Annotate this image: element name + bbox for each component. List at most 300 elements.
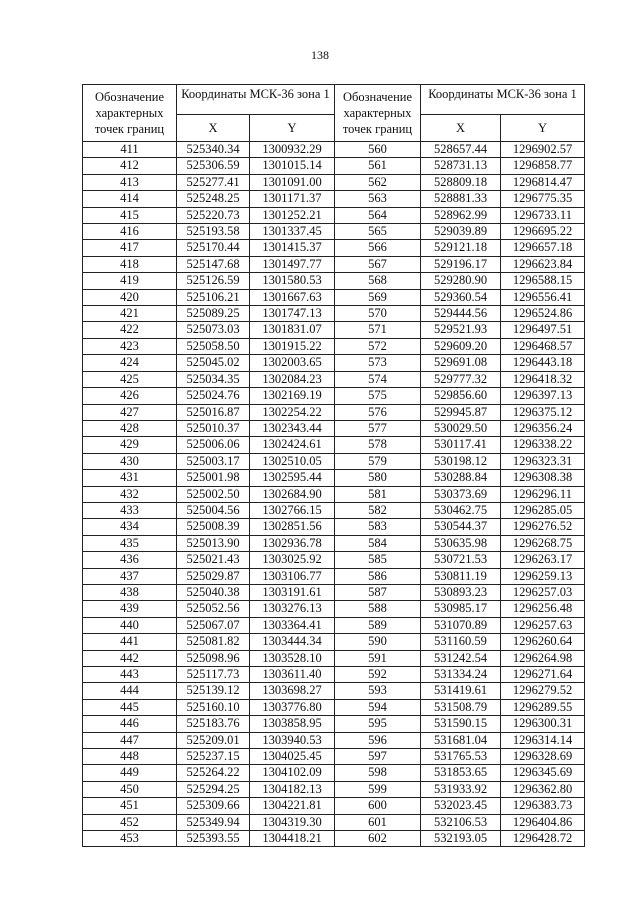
- y-coordinate-right: 1296588.15: [501, 273, 585, 289]
- y-coordinate-left: 1302936.78: [250, 535, 335, 551]
- header-designation-left: Обозначение характерных точек границ: [83, 85, 177, 142]
- y-coordinate-left: 1302424.61: [250, 437, 335, 453]
- x-coordinate-right: 530462.75: [421, 502, 501, 518]
- header-x-left: X: [177, 114, 250, 142]
- point-number-right: 594: [335, 699, 421, 715]
- point-number-left: 429: [83, 437, 177, 453]
- table-row: [83, 191, 585, 207]
- point-number-right: 560: [335, 142, 421, 158]
- point-number-right: 582: [335, 502, 421, 518]
- table-row: [83, 502, 585, 518]
- point-number-right: 600: [335, 798, 421, 814]
- point-number-right: 598: [335, 765, 421, 781]
- y-coordinate-right: 1296323.31: [501, 453, 585, 469]
- point-number-left: 452: [83, 814, 177, 830]
- x-coordinate-left: 525024.76: [177, 388, 250, 404]
- point-number-right: 562: [335, 174, 421, 190]
- y-coordinate-left: 1301337.45: [250, 224, 335, 240]
- table-row: [83, 617, 585, 633]
- x-coordinate-right: 530117.41: [421, 437, 501, 453]
- x-coordinate-right: 531508.79: [421, 699, 501, 715]
- table-row: [83, 634, 585, 650]
- x-coordinate-left: 525081.82: [177, 634, 250, 650]
- point-number-left: 440: [83, 617, 177, 633]
- table-row: [83, 207, 585, 223]
- point-number-left: 453: [83, 831, 177, 847]
- x-coordinate-right: 529777.32: [421, 371, 501, 387]
- x-coordinate-right: 529945.87: [421, 404, 501, 420]
- y-coordinate-left: 1303940.53: [250, 732, 335, 748]
- x-coordinate-right: 531160.59: [421, 634, 501, 650]
- table-row: [83, 306, 585, 322]
- y-coordinate-right: 1296497.51: [501, 322, 585, 338]
- y-coordinate-right: 1296300.31: [501, 716, 585, 732]
- header-y-left: Y: [250, 114, 335, 142]
- table-row: [83, 273, 585, 289]
- x-coordinate-left: 525126.59: [177, 273, 250, 289]
- point-number-left: 422: [83, 322, 177, 338]
- x-coordinate-right: 531070.89: [421, 617, 501, 633]
- point-number-left: 427: [83, 404, 177, 420]
- y-coordinate-right: 1296271.64: [501, 667, 585, 683]
- y-coordinate-left: 1302169.19: [250, 388, 335, 404]
- y-coordinate-right: 1296289.55: [501, 699, 585, 715]
- x-coordinate-left: 525209.01: [177, 732, 250, 748]
- table-row: [83, 224, 585, 240]
- table-row: [83, 732, 585, 748]
- x-coordinate-right: 529444.56: [421, 306, 501, 322]
- x-coordinate-right: 528657.44: [421, 142, 501, 158]
- y-coordinate-right: 1296443.18: [501, 355, 585, 371]
- x-coordinate-left: 525106.21: [177, 289, 250, 305]
- point-number-left: 421: [83, 306, 177, 322]
- x-coordinate-left: 525340.34: [177, 142, 250, 158]
- x-coordinate-right: 531242.54: [421, 650, 501, 666]
- x-coordinate-right: 531853.65: [421, 765, 501, 781]
- table-row: [83, 683, 585, 699]
- x-coordinate-right: 530985.17: [421, 601, 501, 617]
- y-coordinate-right: 1296264.98: [501, 650, 585, 666]
- x-coordinate-left: 525040.38: [177, 584, 250, 600]
- table-row: [83, 781, 585, 797]
- point-number-right: 579: [335, 453, 421, 469]
- x-coordinate-left: 525010.37: [177, 420, 250, 436]
- y-coordinate-left: 1302851.56: [250, 519, 335, 535]
- table-row: [83, 256, 585, 272]
- point-number-right: 583: [335, 519, 421, 535]
- point-number-left: 434: [83, 519, 177, 535]
- x-coordinate-left: 525016.87: [177, 404, 250, 420]
- table-row: [83, 158, 585, 174]
- y-coordinate-right: 1296902.57: [501, 142, 585, 158]
- x-coordinate-left: 525089.25: [177, 306, 250, 322]
- y-coordinate-left: 1302343.44: [250, 420, 335, 436]
- table-row: [83, 584, 585, 600]
- y-coordinate-right: 1296428.72: [501, 831, 585, 847]
- point-number-right: 573: [335, 355, 421, 371]
- y-coordinate-right: 1296556.41: [501, 289, 585, 305]
- point-number-right: 570: [335, 306, 421, 322]
- x-coordinate-right: 528809.18: [421, 174, 501, 190]
- x-coordinate-right: 528881.33: [421, 191, 501, 207]
- y-coordinate-right: 1296328.69: [501, 749, 585, 765]
- point-number-left: 447: [83, 732, 177, 748]
- x-coordinate-left: 525058.50: [177, 338, 250, 354]
- point-number-left: 436: [83, 552, 177, 568]
- point-number-right: 569: [335, 289, 421, 305]
- x-coordinate-right: 531681.04: [421, 732, 501, 748]
- x-coordinate-left: 525021.43: [177, 552, 250, 568]
- table-row: [83, 322, 585, 338]
- table-row: [83, 716, 585, 732]
- point-number-right: 572: [335, 338, 421, 354]
- y-coordinate-right: 1296356.24: [501, 420, 585, 436]
- point-number-left: 426: [83, 388, 177, 404]
- point-number-left: 433: [83, 502, 177, 518]
- x-coordinate-left: 525117.73: [177, 667, 250, 683]
- x-coordinate-left: 525006.06: [177, 437, 250, 453]
- point-number-left: 424: [83, 355, 177, 371]
- y-coordinate-left: 1303191.61: [250, 584, 335, 600]
- header-coord-system-right: Координаты МСК-36 зона 1: [421, 85, 585, 115]
- point-number-left: 439: [83, 601, 177, 617]
- y-coordinate-left: 1302254.22: [250, 404, 335, 420]
- x-coordinate-left: 525306.59: [177, 158, 250, 174]
- point-number-left: 416: [83, 224, 177, 240]
- table-row: [83, 453, 585, 469]
- x-coordinate-right: 532193.05: [421, 831, 501, 847]
- y-coordinate-right: 1296257.63: [501, 617, 585, 633]
- point-number-left: 420: [83, 289, 177, 305]
- point-number-left: 414: [83, 191, 177, 207]
- point-number-left: 444: [83, 683, 177, 699]
- y-coordinate-left: 1303698.27: [250, 683, 335, 699]
- point-number-left: 412: [83, 158, 177, 174]
- y-coordinate-left: 1303276.13: [250, 601, 335, 617]
- point-number-right: 567: [335, 256, 421, 272]
- point-number-right: 593: [335, 683, 421, 699]
- y-coordinate-left: 1304102.09: [250, 765, 335, 781]
- x-coordinate-right: 530029.50: [421, 420, 501, 436]
- y-coordinate-left: 1303776.80: [250, 699, 335, 715]
- y-coordinate-right: 1296257.03: [501, 584, 585, 600]
- y-coordinate-left: 1302595.44: [250, 470, 335, 486]
- y-coordinate-right: 1296296.11: [501, 486, 585, 502]
- point-number-right: 561: [335, 158, 421, 174]
- y-coordinate-left: 1303364.41: [250, 617, 335, 633]
- point-number-right: 574: [335, 371, 421, 387]
- y-coordinate-right: 1296775.35: [501, 191, 585, 207]
- point-number-left: 451: [83, 798, 177, 814]
- x-coordinate-left: 525052.56: [177, 601, 250, 617]
- point-number-right: 580: [335, 470, 421, 486]
- point-number-right: 578: [335, 437, 421, 453]
- x-coordinate-right: 530198.12: [421, 453, 501, 469]
- table-row: [83, 699, 585, 715]
- y-coordinate-left: 1303025.92: [250, 552, 335, 568]
- y-coordinate-left: 1301015.14: [250, 158, 335, 174]
- y-coordinate-left: 1301497.77: [250, 256, 335, 272]
- x-coordinate-right: 529521.93: [421, 322, 501, 338]
- x-coordinate-right: 530721.53: [421, 552, 501, 568]
- y-coordinate-right: 1296657.18: [501, 240, 585, 256]
- x-coordinate-left: 525193.58: [177, 224, 250, 240]
- point-number-left: 417: [83, 240, 177, 256]
- y-coordinate-left: 1304025.45: [250, 749, 335, 765]
- x-coordinate-left: 525294.25: [177, 781, 250, 797]
- x-coordinate-left: 525067.07: [177, 617, 250, 633]
- x-coordinate-right: 529691.08: [421, 355, 501, 371]
- table-row: [83, 601, 585, 617]
- point-number-right: 576: [335, 404, 421, 420]
- y-coordinate-left: 1301747.13: [250, 306, 335, 322]
- y-coordinate-left: 1303611.40: [250, 667, 335, 683]
- x-coordinate-left: 525002.50: [177, 486, 250, 502]
- header-designation-right: Обозначение характерных точек границ: [335, 85, 421, 142]
- y-coordinate-left: 1301171.37: [250, 191, 335, 207]
- x-coordinate-right: 530811.19: [421, 568, 501, 584]
- table-row: [83, 420, 585, 436]
- x-coordinate-left: 525029.87: [177, 568, 250, 584]
- y-coordinate-right: 1296285.05: [501, 502, 585, 518]
- y-coordinate-right: 1296362.80: [501, 781, 585, 797]
- point-number-left: 445: [83, 699, 177, 715]
- point-number-left: 438: [83, 584, 177, 600]
- x-coordinate-left: 525393.55: [177, 831, 250, 847]
- y-coordinate-left: 1301831.07: [250, 322, 335, 338]
- x-coordinate-right: 531765.53: [421, 749, 501, 765]
- x-coordinate-right: 529280.90: [421, 273, 501, 289]
- x-coordinate-right: 529609.20: [421, 338, 501, 354]
- y-coordinate-right: 1296733.11: [501, 207, 585, 223]
- point-number-left: 430: [83, 453, 177, 469]
- x-coordinate-left: 525001.98: [177, 470, 250, 486]
- table-row: [83, 486, 585, 502]
- point-number-left: 437: [83, 568, 177, 584]
- point-number-left: 448: [83, 749, 177, 765]
- x-coordinate-right: 531590.15: [421, 716, 501, 732]
- point-number-right: 591: [335, 650, 421, 666]
- y-coordinate-right: 1296383.73: [501, 798, 585, 814]
- point-number-right: 595: [335, 716, 421, 732]
- point-number-right: 584: [335, 535, 421, 551]
- y-coordinate-left: 1303444.34: [250, 634, 335, 650]
- x-coordinate-left: 525004.56: [177, 502, 250, 518]
- y-coordinate-right: 1296256.48: [501, 601, 585, 617]
- header-coord-system-left: Координаты МСК-36 зона 1: [177, 85, 335, 115]
- coordinates-table: [82, 84, 585, 847]
- point-number-left: 442: [83, 650, 177, 666]
- table-row: [83, 552, 585, 568]
- y-coordinate-right: 1296276.52: [501, 519, 585, 535]
- y-coordinate-right: 1296263.17: [501, 552, 585, 568]
- y-coordinate-left: 1301252.21: [250, 207, 335, 223]
- x-coordinate-left: 525098.96: [177, 650, 250, 666]
- x-coordinate-left: 525309.66: [177, 798, 250, 814]
- point-number-right: 588: [335, 601, 421, 617]
- y-coordinate-right: 1296279.52: [501, 683, 585, 699]
- table-row: [83, 437, 585, 453]
- table-row: [83, 519, 585, 535]
- y-coordinate-left: 1301667.63: [250, 289, 335, 305]
- x-coordinate-right: 530893.23: [421, 584, 501, 600]
- point-number-left: 425: [83, 371, 177, 387]
- y-coordinate-left: 1303106.77: [250, 568, 335, 584]
- x-coordinate-right: 530544.37: [421, 519, 501, 535]
- table-row: [83, 338, 585, 354]
- y-coordinate-right: 1296404.86: [501, 814, 585, 830]
- table-row: [83, 371, 585, 387]
- x-coordinate-left: 525160.10: [177, 699, 250, 715]
- x-coordinate-left: 525013.90: [177, 535, 250, 551]
- point-number-left: 423: [83, 338, 177, 354]
- table-row: [83, 650, 585, 666]
- point-number-right: 602: [335, 831, 421, 847]
- point-number-left: 441: [83, 634, 177, 650]
- point-number-left: 446: [83, 716, 177, 732]
- point-number-left: 413: [83, 174, 177, 190]
- y-coordinate-right: 1296695.22: [501, 224, 585, 240]
- x-coordinate-left: 525147.68: [177, 256, 250, 272]
- x-coordinate-left: 525349.94: [177, 814, 250, 830]
- y-coordinate-right: 1296345.69: [501, 765, 585, 781]
- y-coordinate-right: 1296314.14: [501, 732, 585, 748]
- y-coordinate-left: 1300932.29: [250, 142, 335, 158]
- point-number-right: 585: [335, 552, 421, 568]
- point-number-left: 428: [83, 420, 177, 436]
- y-coordinate-left: 1302766.15: [250, 502, 335, 518]
- point-number-right: 577: [335, 420, 421, 436]
- y-coordinate-left: 1302510.05: [250, 453, 335, 469]
- point-number-left: 418: [83, 256, 177, 272]
- table-row: [83, 535, 585, 551]
- table-body: [83, 142, 585, 847]
- y-coordinate-right: 1296858.77: [501, 158, 585, 174]
- x-coordinate-left: 525003.17: [177, 453, 250, 469]
- x-coordinate-right: 528962.99: [421, 207, 501, 223]
- point-number-right: 589: [335, 617, 421, 633]
- point-number-right: 601: [335, 814, 421, 830]
- point-number-right: 563: [335, 191, 421, 207]
- point-number-right: 586: [335, 568, 421, 584]
- y-coordinate-left: 1304319.30: [250, 814, 335, 830]
- table-row: [83, 667, 585, 683]
- x-coordinate-left: 525183.76: [177, 716, 250, 732]
- y-coordinate-left: 1301415.37: [250, 240, 335, 256]
- point-number-right: 581: [335, 486, 421, 502]
- table-row: [83, 765, 585, 781]
- table-row: [83, 749, 585, 765]
- header-y-right: Y: [501, 114, 585, 142]
- table-row: [83, 470, 585, 486]
- x-coordinate-right: 531933.92: [421, 781, 501, 797]
- y-coordinate-left: 1303858.95: [250, 716, 335, 732]
- x-coordinate-left: 525139.12: [177, 683, 250, 699]
- table-row: [83, 142, 585, 158]
- y-coordinate-right: 1296308.38: [501, 470, 585, 486]
- point-number-left: 411: [83, 142, 177, 158]
- point-number-right: 596: [335, 732, 421, 748]
- y-coordinate-left: 1302684.90: [250, 486, 335, 502]
- y-coordinate-left: 1302084.23: [250, 371, 335, 387]
- y-coordinate-left: 1303528.10: [250, 650, 335, 666]
- x-coordinate-right: 529039.89: [421, 224, 501, 240]
- table-row: [83, 174, 585, 190]
- x-coordinate-left: 525045.02: [177, 355, 250, 371]
- point-number-right: 566: [335, 240, 421, 256]
- x-coordinate-left: 525220.73: [177, 207, 250, 223]
- point-number-left: 435: [83, 535, 177, 551]
- table-row: [83, 240, 585, 256]
- y-coordinate-right: 1296418.32: [501, 371, 585, 387]
- y-coordinate-left: 1304418.21: [250, 831, 335, 847]
- table-row: [83, 355, 585, 371]
- x-coordinate-right: 532106.53: [421, 814, 501, 830]
- point-number-right: 575: [335, 388, 421, 404]
- y-coordinate-right: 1296259.13: [501, 568, 585, 584]
- point-number-left: 432: [83, 486, 177, 502]
- point-number-right: 587: [335, 584, 421, 600]
- x-coordinate-right: 530373.69: [421, 486, 501, 502]
- y-coordinate-left: 1301580.53: [250, 273, 335, 289]
- x-coordinate-right: 532023.45: [421, 798, 501, 814]
- table-row: [83, 388, 585, 404]
- point-number-right: 568: [335, 273, 421, 289]
- x-coordinate-left: 525034.35: [177, 371, 250, 387]
- x-coordinate-left: 525237.15: [177, 749, 250, 765]
- table-row: [83, 814, 585, 830]
- page-number: 138: [311, 48, 329, 62]
- y-coordinate-right: 1296524.86: [501, 306, 585, 322]
- x-coordinate-left: 525264.22: [177, 765, 250, 781]
- y-coordinate-right: 1296338.22: [501, 437, 585, 453]
- x-coordinate-right: 531419.61: [421, 683, 501, 699]
- point-number-left: 443: [83, 667, 177, 683]
- x-coordinate-right: 530288.84: [421, 470, 501, 486]
- table-row: [83, 831, 585, 847]
- x-coordinate-left: 525008.39: [177, 519, 250, 535]
- x-coordinate-right: 528731.13: [421, 158, 501, 174]
- table-row: [83, 798, 585, 814]
- y-coordinate-right: 1296260.64: [501, 634, 585, 650]
- x-coordinate-right: 529856.60: [421, 388, 501, 404]
- point-number-right: 597: [335, 749, 421, 765]
- y-coordinate-left: 1302003.65: [250, 355, 335, 371]
- point-number-left: 449: [83, 765, 177, 781]
- x-coordinate-right: 529360.54: [421, 289, 501, 305]
- y-coordinate-right: 1296468.57: [501, 338, 585, 354]
- point-number-left: 450: [83, 781, 177, 797]
- header-x-right: X: [421, 114, 501, 142]
- y-coordinate-left: 1301091.00: [250, 174, 335, 190]
- y-coordinate-left: 1304182.13: [250, 781, 335, 797]
- point-number-right: 590: [335, 634, 421, 650]
- x-coordinate-left: 525073.03: [177, 322, 250, 338]
- point-number-left: 431: [83, 470, 177, 486]
- y-coordinate-left: 1304221.81: [250, 798, 335, 814]
- point-number-right: 564: [335, 207, 421, 223]
- y-coordinate-right: 1296397.13: [501, 388, 585, 404]
- y-coordinate-left: 1301915.22: [250, 338, 335, 354]
- x-coordinate-right: 531334.24: [421, 667, 501, 683]
- y-coordinate-right: 1296375.12: [501, 404, 585, 420]
- point-number-right: 565: [335, 224, 421, 240]
- x-coordinate-right: 530635.98: [421, 535, 501, 551]
- point-number-right: 599: [335, 781, 421, 797]
- x-coordinate-left: 525277.41: [177, 174, 250, 190]
- point-number-right: 571: [335, 322, 421, 338]
- table-row: [83, 404, 585, 420]
